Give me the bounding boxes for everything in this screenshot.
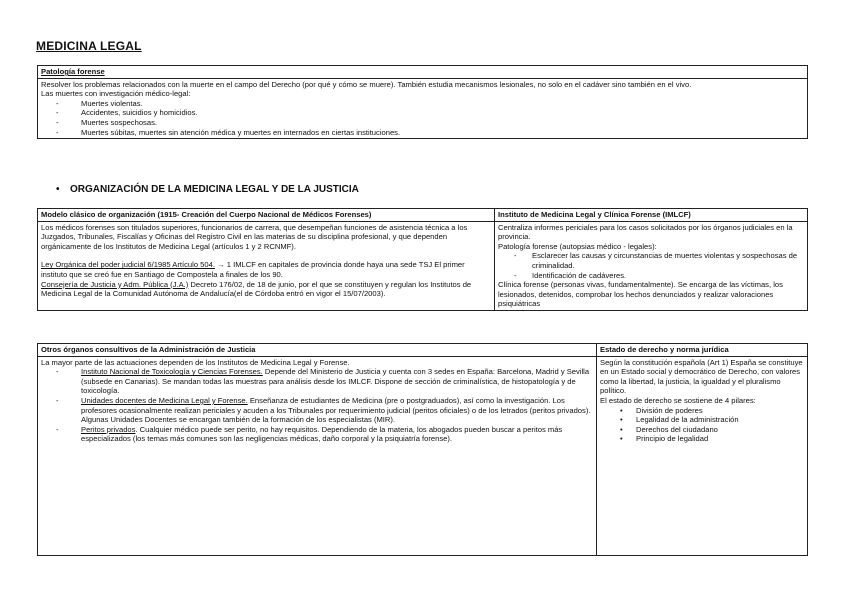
modelo-body [38,221,495,310]
section-heading-text: ORGANIZACIÓN DE LA MEDICINA LEGAL Y DE LA JUSTICIA [70,184,359,195]
item-link: Peritos privados [81,424,136,434]
estado-body [597,356,808,555]
otros-list [41,367,593,444]
list-item: - Muertes súbitas, muertes sin atención médica y muertes en internados en ciertas instituciones. [41,128,804,138]
organizacion-table [37,208,808,311]
list-item [41,367,593,396]
list-item: - Identificación de cadáveres. [498,271,804,281]
estado-header: Estado de derecho y norma jurídica [597,344,808,357]
list-item: • División de poderes [600,406,804,416]
ley-paragraph [41,260,491,279]
section-heading [56,184,359,195]
ley-text: → 1 IMLCF en capitales de provincia donde haya una sede TSJ El primer instituto que se creó fue en Santiago de Compostela a finales de los 90. [41,260,465,279]
list-item [41,425,593,444]
consejeria-paragraph [41,280,491,299]
item-text: Depende del Ministerio de Justicia y cuenta con 3 sedes en España: Barcelona, Madrid y Sevilla (subsede en Canarias). Se mandan todas las muestras para análisis desde los IMLCF. Dispone de sección de criminalística, de histopatología y de toxicología. [81,367,590,396]
estado-paragraph: Según la constitución española (Art 1) España se constituye en un Estado social y democrático de Derecho, con valores como la libertad, la justicia, la igualdad y el pluralismo político. [600,357,803,396]
list-item: • Derechos del ciudadano [600,425,804,435]
otros-body [38,356,597,555]
bullet-icon: • [56,184,60,195]
estado-paragraph: El estado de derecho se sostiene de 4 pilares: [600,395,756,405]
patologia-table [37,65,808,139]
list-item: - Muertes violentas. [41,99,804,109]
page-title: MEDICINA LEGAL [36,39,142,53]
list-item: • Principio de legalidad [600,434,804,444]
item-text: . Cualquier médico puede ser perito, no hay requisitos. Dependiendo de la materia, los abogados pueden buscar a peritos más especializados (los temas más comunes son las negligencias médicas, daño corporal y la psiquiatría forense). [81,424,563,444]
item-link: Instituto Nacional de Toxicología y Ciencias Forenses. [81,367,263,377]
list-item: - Muertes sospechosas. [41,118,804,128]
consejeria-text: Decreto 176/02, de 18 de junio, por el que se constituyen y regulan los Institutos de Medicina Legal de la Comunidad Autónoma de Andalucía(el de Córdoba entró en vigor el 15/07/2003). [41,279,472,299]
patologia-list [41,99,804,137]
patologia-intro: Resolver los problemas relacionados con la muerte en el campo del Derecho (por qué y cómo se muere). También estudia mecanismos lesionales, no solo en el cadáver sino también en el vivo. [41,79,692,89]
modelo-header: Modelo clásico de organización (1915- Creación del Cuerpo Nacional de Médicos Forenses) [38,209,495,222]
instituto-body [495,221,808,310]
otros-header: Otros órganos consultivos de la Administración de Justicia [38,344,597,357]
otros-intro: La mayor parte de las actuaciones dependen de los Institutos de Medicina Legal y Forense. [41,357,350,367]
list-item: • Legalidad de la administración [600,415,804,425]
list-item: - Accidentes, suicidios y homicidios. [41,108,804,118]
list-item [41,396,593,425]
instituto-list [498,251,804,280]
instituto-paragraph: Centraliza informes periciales para los casos solicitados por los órganos judiciales en la provincia. [498,222,793,242]
patologia-header: Patología forense [38,66,808,79]
instituto-paragraph: Clínica forense (personas vivas, fundamentalmente). Se encarga de las víctimas, los lesionados, detenidos, comprobar los hechos denunciados y realizar valoraciones psiquiátricas [498,280,783,309]
patologia-subheading: Las muertes con investigación médico-legal: [41,89,191,99]
instituto-header: Instituto de Medicina Legal y Clínica Forense (IMLCF) [495,209,808,222]
consejeria-link: Consejería de Justicia y Adm. Pública (J.A.) [41,279,189,289]
modelo-paragraph: Los médicos forenses son titulados superiores, funcionarios de carrera, que desempeñan funciones de asistencia técnica a los Juzgados, Tribunales, Fiscalías y Oficinas del Registro Civil en las materias de su disciplina profesional, y que dependen orgánicamente de los Institutos de Medicina Legal (artículos 1 y 2 RCNMF). [41,222,468,251]
list-item: - Esclarecer las causas y circunstancias de muertes violentas y sospechosas de criminalidad. [498,251,804,270]
patologia-body [38,78,808,139]
item-text: Enseñanza de estudiantes de Medicina (pre o postgraduados), así como la investigación. Los profesores ocasionalmente realizan periciales y acuden a los Tribunales por requerimiento judicial (peritos oficiales) o de los letrados (peritos privados). Algunas Unidades Docentes se encargan también de la formación de los especialistas (MIR). [81,395,591,425]
instituto-paragraph: Patología forense (autopsias médico - legales): [498,241,657,251]
ley-link: Ley Orgánica del poder judicial 6/1985 Artículo 504. [41,260,215,270]
pilares-list [600,406,804,444]
otros-table [37,343,808,556]
item-link: Unidades docentes de Medicina Legal y Forense. [81,395,248,405]
